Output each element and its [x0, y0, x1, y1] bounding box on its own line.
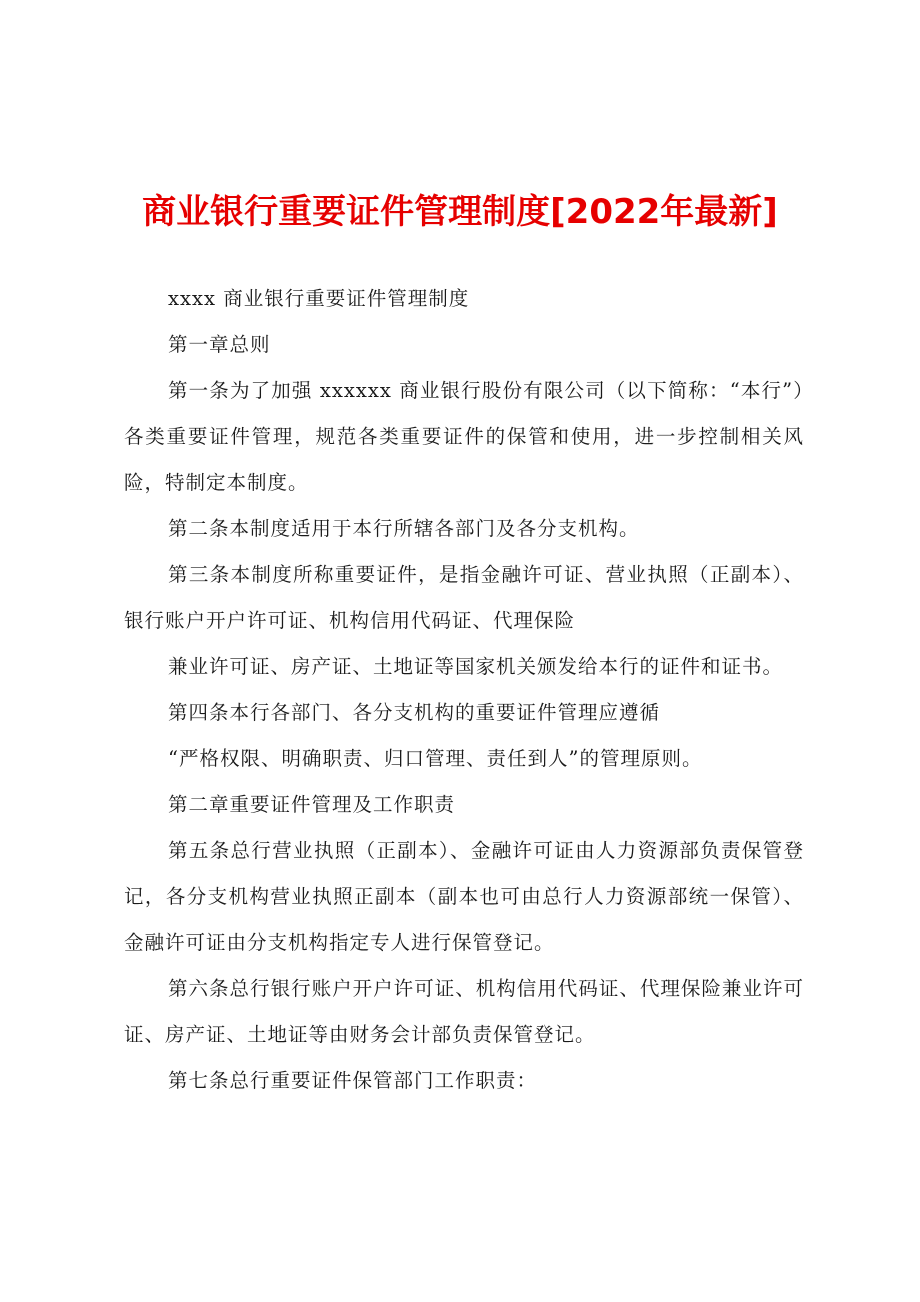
- document-title: 商业银行重要证件管理制度[2022年最新]: [142, 192, 778, 232]
- article-5-paragraph: 第五条总行营业执照（正副本）、金融许可证由人力资源部负责保管登记，各分支机构营业执照正副本（副本也可由总行人力资源部统一保管）、金融许可证由分支机构指定专人进行保管登记。: [124, 839, 804, 954]
- article-3-continued-paragraph: 兼业许可证、房产证、土地证等国家机关颁发给本行的证件和证书。: [168, 655, 784, 678]
- document-body: [124, 276, 804, 1104]
- doc-heading-paragraph: xxxx 商业银行重要证件管理制度: [168, 287, 470, 310]
- article-4-principle-paragraph: “严格权限、明确职责、归口管理、责任到人”的管理原则。: [168, 747, 703, 770]
- chapter-two-heading: 第二章重要证件管理及工作职责: [168, 793, 456, 816]
- article-6-paragraph: 第六条总行银行账户开户许可证、机构信用代码证、代理保险兼业许可证、房产证、土地证等由财务会计部负责保管登记。: [124, 977, 804, 1046]
- chapter-one-heading: 第一章总则: [168, 333, 271, 356]
- article-4-paragraph: 第四条本行各部门、各分支机构的重要证件管理应遵循: [168, 701, 661, 724]
- article-1-paragraph: 第一条为了加强 xxxxxx 商业银行股份有限公司（以下简称：“本行”）各类重要证件管理，规范各类重要证件的保管和使用，进一步控制相关风险，特制定本制度。: [124, 379, 804, 494]
- article-7-paragraph: 第七条总行重要证件保管部门工作职责：: [168, 1069, 538, 1092]
- article-3-paragraph: 第三条本制度所称重要证件，是指金融许可证、营业执照（正副本）、银行账户开户许可证、机构信用代码证、代理保险: [124, 563, 804, 632]
- article-2-paragraph: 第二条本制度适用于本行所辖各部门及各分支机构。: [168, 517, 640, 540]
